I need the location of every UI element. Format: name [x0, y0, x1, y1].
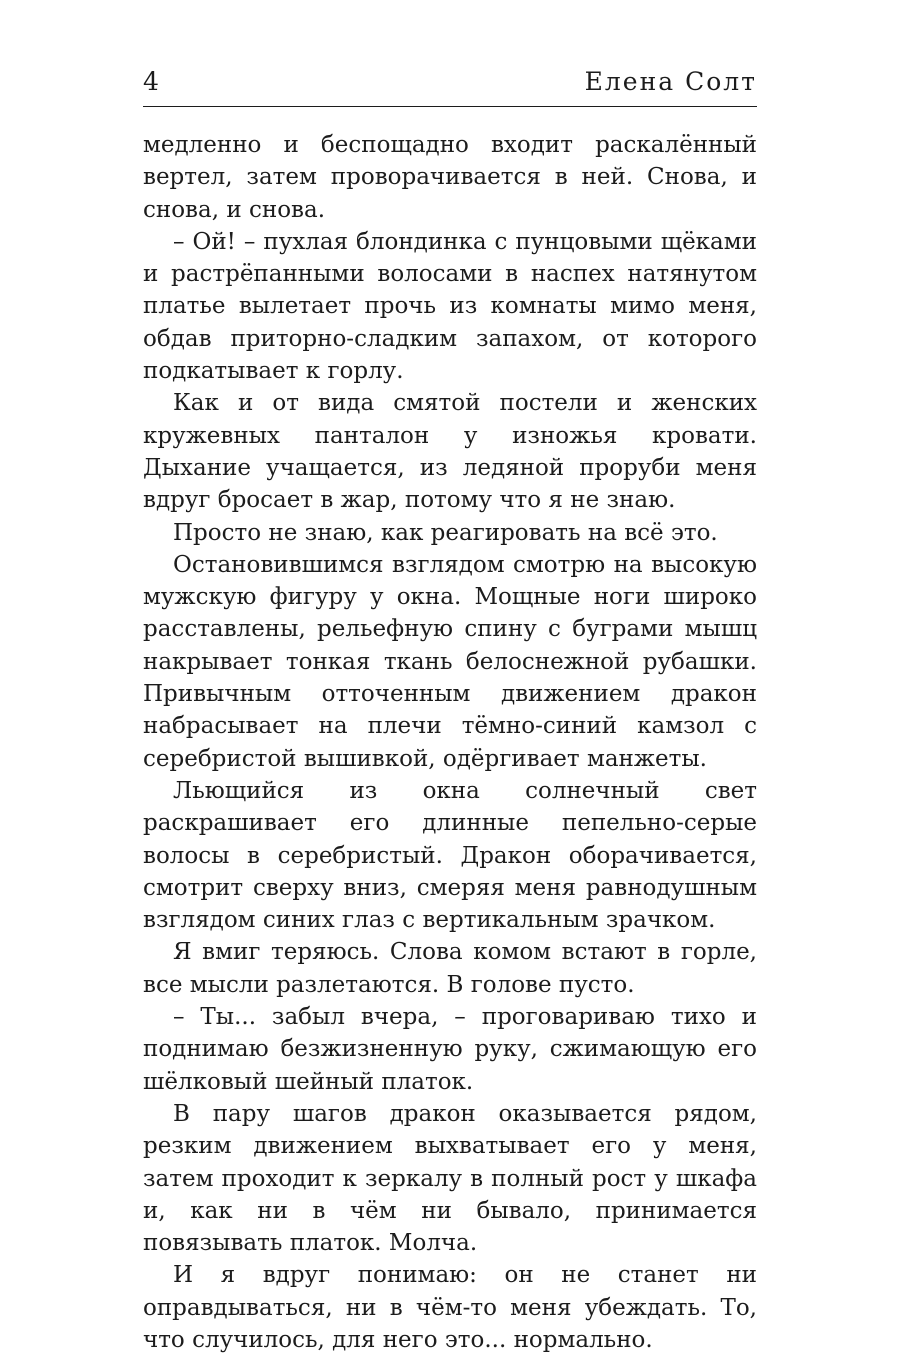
paragraph: В пару шагов дракон оказывается рядом, резким движением выхватывает его у меня, затем проходит к зеркалу в полный рост у шкафа и, как ни в чём ни бывало, принимается повязывать платок. Молча.	[143, 1100, 757, 1257]
page-header	[143, 66, 757, 107]
running-title-author: Елена Солт	[584, 67, 757, 96]
paragraph: Просто не знаю, как реагировать на всё это.	[173, 519, 718, 546]
page-number: 4	[143, 67, 159, 96]
paragraph: Льющийся из окна солнечный свет раскрашивает его длинные пепельно-серые волосы в серебристый. Дракон оборачивается, смотрит сверху вниз, смеряя меня равнодушным взглядом синих глаз с вертикальным зрачком.	[143, 777, 757, 934]
page-body	[143, 129, 757, 1356]
paragraph: – Ты... забыл вчера, – проговариваю тихо и поднимаю безжизненную руку, сжимающую его шёлковый шейный платок.	[143, 1004, 757, 1095]
paragraph: Остановившимся взглядом смотрю на высокую мужскую фигуру у окна. Мощные ноги широко расставлены, рельефную спину с буграми мышц накрывает тонкая ткань белоснежной рубашки. Привычным отточенным движением дракон набрасывает на плечи тёмно-синий камзол с серебристой вышивкой, одёргивает манжеты.	[143, 551, 757, 772]
paragraph: Я вмиг теряюсь. Слова комом встают в горле, все мысли разлетаются. В голове пусто.	[143, 939, 757, 998]
paragraph: Как и от вида смятой постели и женских кружевных панталон у изножья кровати. Дыхание учащается, из ледяной проруби меня вдруг бросает в жар, потому что я не знаю.	[143, 390, 757, 514]
paragraph: И я вдруг понимаю: он не станет ни оправдываться, ни в чём-то меня убеждать. То, что случилось, для него это... нормально.	[143, 1262, 757, 1353]
paragraph: медленно и беспощадно входит раскалённый вертел, затем проворачивается в ней. Снова, и снова, и снова.	[143, 132, 757, 223]
paragraph: – Ой! – пухлая блондинка с пунцовыми щёками и растрёпанными волосами в наспех натянутом платье вылетает прочь из комнаты мимо меня, обдав приторно-сладким запахом, от которого подкатывает к горлу.	[143, 228, 757, 385]
